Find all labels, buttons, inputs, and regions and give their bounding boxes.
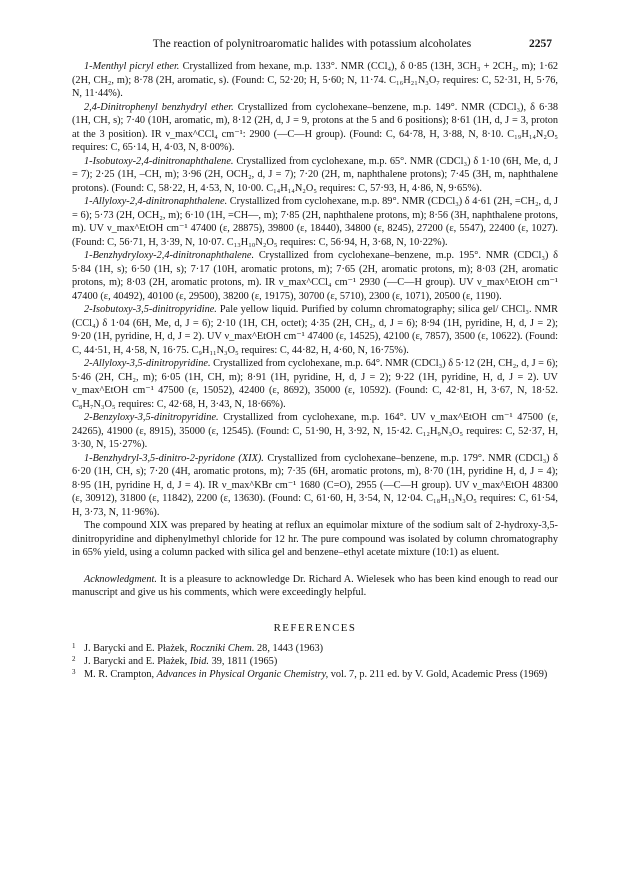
page-number: 2257 <box>529 38 552 50</box>
reference-number: 3 <box>72 668 76 676</box>
running-title: The reaction of polynitroaromatic halides with potassium alcoholates <box>152 38 472 50</box>
compound-entry <box>72 195 558 249</box>
compound-name: 1-Isobutoxy-2,4-dinitronaphthalene. <box>84 155 234 167</box>
compound-name: 1-Allyloxy-2,4-dinitronaphthalene. <box>84 196 228 207</box>
reference-source: Advances in Physical Organic Chemistry, <box>156 669 329 680</box>
compound-entry <box>72 411 558 452</box>
reference-item <box>72 668 558 681</box>
compound-name: 1-Benzhydryl-3,5-dinitro-2-pyridone (XIX). <box>84 452 264 464</box>
acknowledgment <box>72 573 558 600</box>
reference-authors: J. Barycki and E. Płażek, <box>84 656 188 667</box>
reference-details: 28, 1443 (1963) <box>257 643 324 654</box>
compound-entry <box>72 249 558 303</box>
compound-data: Crystallized from cyclohexane, m.p. 64°. NMR (CDCl₃) δ 5·12 (2H, CH₂, d, J = 6); 5·46 (2H, CH₂, m); 6·05 (1H, CH, m); 8·91 (1H, pyridine, H, d, J = 2); 9·22 (1H, pyridine, H, d, J = 2). UV ν_max^EtOH cm⁻¹ 47500 (ε, 15052), 42400 (ε, 8692), 35000 (ε, 10592). (Found: C, 42·81, H, 3·67, N, 18·52. C₈H₇N₃O₅ requires: C, 42·68, H, 3·43, N, 18·66%). <box>72 358 559 410</box>
compound-data: Pale yellow liquid. Purified by column chromatography; silica gel/ CHCl₃. NMR (CCl₄) δ 1·04 (6H, Me, d, J = 6); 2·10 (1H, CH, octet); 4·35 (2H, CH₂, d, J = 6); 8·94 (1H, pyridine, H, d, J = 2); 9·20 (1H, pyridine, H, d, J = 2). UV ν_max^EtOH cm⁻¹ 47400 (ε, 14525), 42100 (ε, 7857), 3500 (ε, 10622). (Found: C, 44·51, H, 4·58, N, 16·75. C₉H₁₁N₃O₅ requires: C, 44·82, H, 4·60, N, 16·75%). <box>72 304 559 356</box>
compound-data: Crystallized from cyclohexane–benzene, m.p. 195°. NMR (CDCl₃) δ 5·84 (1H, s); 6·50 (1H, s); 7·17 (10H, aromatic protons, m); 7·65 (2H, aromatic protons, m); 8·03 (2H, aromatic protons, m); 8·03 (2H, aromatic protons, m). IR ν_max^CCl₄ cm⁻¹ 2930 (—C—H group). UV ν_max^EtOH cm⁻¹ 47400 (ε, 40492), 40100 (ε, 29500), 38200 (ε, 19175), 30700 (ε, 5710), 2300 (ε, 1071), 20500 (ε, 1190). <box>72 250 558 302</box>
references-heading: REFERENCES <box>273 621 357 634</box>
reference-source: Ibid. <box>189 656 209 667</box>
reference-item <box>72 642 558 655</box>
reference-number: 2 <box>72 655 76 663</box>
compound-name: 2-Allyloxy-3,5-dinitropyridine. <box>84 358 211 369</box>
reference-details: vol. 7, p. 211 ed. by V. Gold, Academic Press (1969) <box>330 669 548 680</box>
compound-name: 1-Benzhydryloxy-2,4-dinitronaphthalene. <box>84 250 255 261</box>
compound-data: Crystallized from cyclohexane–benzene, m.p. 179°. NMR (CDCl₃) δ 6·20 (1H, CH, s); 7·20 (4H, aromatic protons, m); 7·35 (6H, aromatic protons, m), 8·70 (1H, pyridine H, d, J = 4); 8·95 (1H, pyridine H, d, J = 4). IR ν_max^KBr cm⁻¹ 1680 (C=O), 2955 (—C—H group). UV ν_max^EtOH 48300 (ε, 30912), 31800 (ε, 11842), 2200 (ε, 13630). (Found: C, 61·60, H, 3·54, N, 12·04. C₁₈H₁₃N₃O₅ requires: C, 61·54, H, 3·73, N, 11·96%). <box>72 452 558 518</box>
compound-entry <box>72 155 558 196</box>
compound-name: 2,4-Dinitrophenyl benzhydryl ether. <box>84 101 234 113</box>
compound-data: Crystallized from cyclohexane, m.p. 164°. UV ν_max^EtOH cm⁻¹ 47500 (ε, 24265), 41900 (ε, 8915), 35000 (ε, 12545). (Found: C, 51·90, H, 3·92, N, 15·42. C₁₂H₉N₃O₅ requires: C, 52·37, H, 3·30, N, 15·27%). <box>72 412 559 450</box>
compound-entry <box>72 452 558 520</box>
references-list <box>72 642 558 681</box>
reference-authors: M. R. Crampton, <box>84 669 155 680</box>
compound-name: 1-Menthyl picryl ether. <box>84 61 180 72</box>
compound-data: Crystallized from cyclohexane, m.p. 65°. NMR (CDCl₃) δ 1·10 (6H, Me, d, J = 7); 2·25 (1H, –CH, m); 3·96 (2H, OCH₂, d, J = 7); 7·20 (2H, m, naphthalene protons); 7·45 (3H, m, naphthalene protons). (Found: C, 58·22, H, 4·53, N, 10·00. C₁₄H₁₄N₂O₅ requires: C, 57·93, H, 4·86, N, 9·65%). <box>72 155 558 194</box>
compound-name: 2-Isobutoxy-3,5-dinitropyridine. <box>84 304 217 315</box>
compound-entry <box>72 60 558 101</box>
compound-data: Crystallized from hexane, m.p. 133°. NMR (CCl₄), δ 0·85 (13H, 3CH₃ + 2CH₂, m); 1·62 (2H, CH₂, m); 8·78 (2H, aromatic, s). (Found: C, 52·20; H, 5·60; N, 11·74. C₁₆H₂₁N₃O₇ requires: C, 52·31, H, 5·76, N, 11·44%). <box>72 61 558 99</box>
closing-paragraph: The compound XIX was prepared by heating at reflux an equimolar mixture of the sodium salt of 2-hydroxy-3,5-dinitropyridine and diphenylmethyl chloride for 12 hr. The pure compound was isolated by column chromatography in 65% yield, using a column packed with silica gel and benzene–ethyl acetate mixture (10:1) as eluent. <box>72 520 558 558</box>
reference-source: Roczniki Chem. <box>189 643 255 654</box>
reference-item <box>72 655 558 668</box>
reference-details: 39, 1811 (1965) <box>211 656 278 667</box>
page-body <box>72 60 558 681</box>
compound-entry <box>72 357 558 411</box>
compound-data: Crystallized from cyclohexane–benzene, m.p. 149°. NMR (CDCl₃), δ 6·38 (1H, CH, s); 7·40 (10H, aromatic, m), 8·12 (2H, d, J = 9, protons at the 5 and 6 positions); 8·61 (1H, d, J = 3, proton at the 3 position). IR ν_max^CCl₄ cm⁻¹: 2900 (—C—H group). (Found: C, 64·78, H, 3·88, N, 8·10. C₁₉H₁₄N₂O₅ requires: C, 65·14, H, 4·03, N, 8·00%). <box>72 101 558 153</box>
compound-entry <box>72 303 558 357</box>
compound-entry <box>72 101 558 155</box>
compound-data: Crystallized from cyclohexane, m.p. 89°. NMR (CDCl₃) δ 4·61 (2H, =CH₂, d, J = 6); 5·73 (2H, OCH₂, m); 6·10 (1H, =CH—, m); 7·85 (2H, naphthalene protons, m); 8·56 (3H, naphthalene protons, m). UV ν_max^EtOH cm⁻¹ 47400 (ε, 28875), 39800 (ε, 18440), 34800 (ε, 8245), 27200 (ε, 5547), 22400 (ε, 1027). (Found: C, 56·71, H, 3·39, N, 10·07. C₁₃H₁₀N₂O₅ requires: C, 56·94, H, 3·68, N, 10·22%). <box>72 196 558 248</box>
acknowledgment-text: It is a pleasure to acknowledge Dr. Richard A. Wielesek who has been kind enough to read our manuscript and give us his comments, which were exceedingly helpful. <box>72 573 558 598</box>
compound-name: 2-Benzyloxy-3,5-dinitropyridine. <box>84 412 219 423</box>
reference-number: 1 <box>72 642 76 650</box>
acknowledgment-label: Acknowledgment. <box>84 573 157 585</box>
reference-authors: J. Barycki and E. Płażek, <box>84 643 188 654</box>
